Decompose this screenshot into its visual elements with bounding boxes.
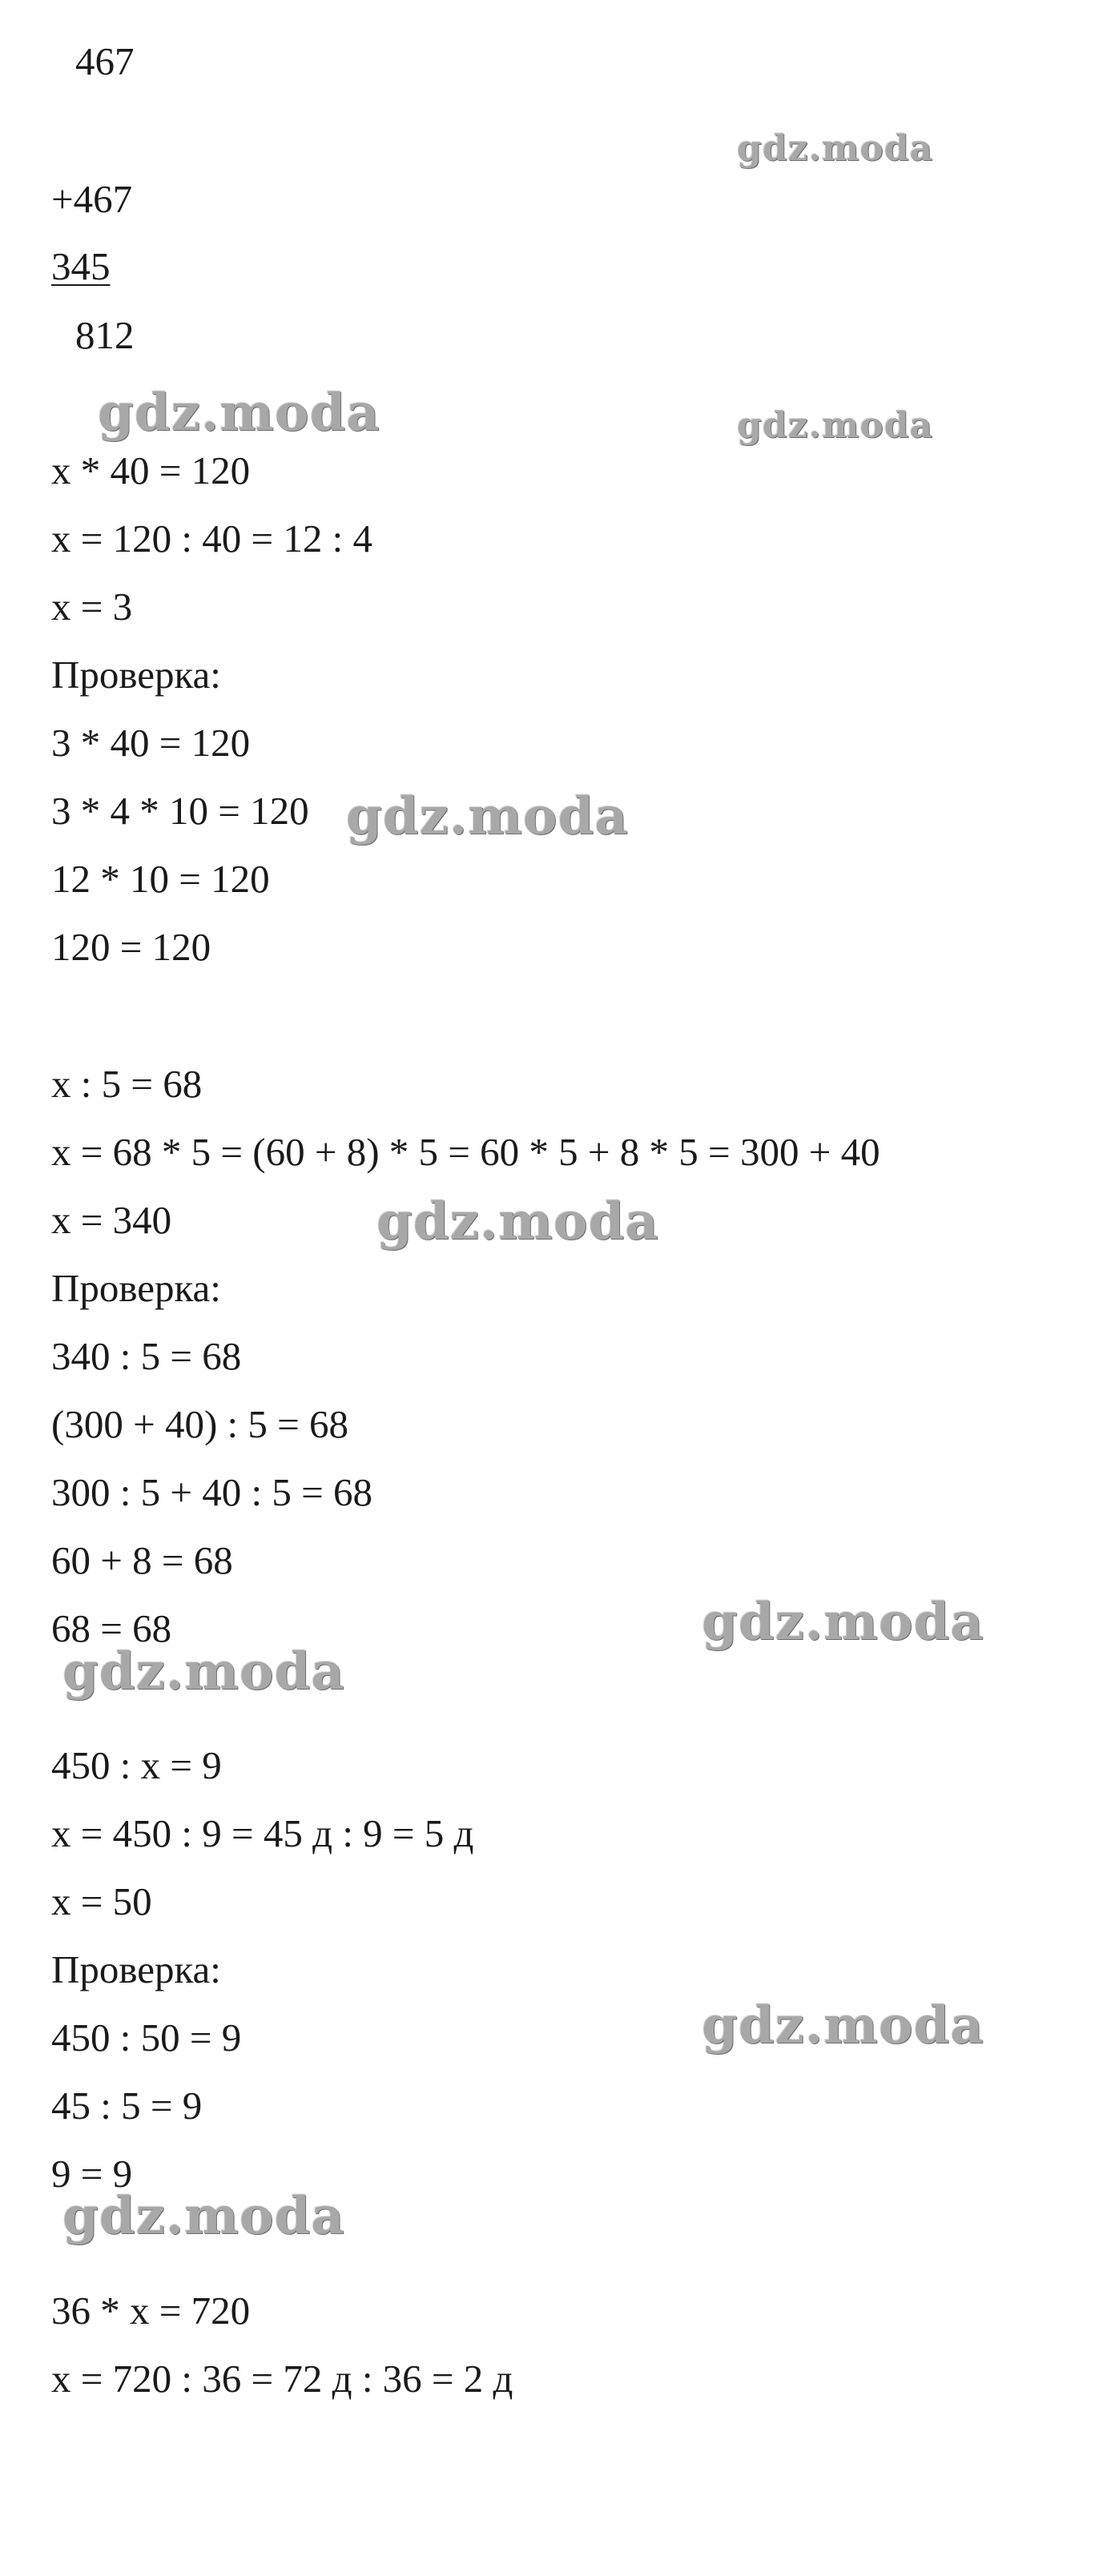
text-line: 3 * 40 = 120 — [51, 721, 251, 765]
text-line: 45 : 5 = 9 — [51, 2084, 203, 2128]
text-line: 68 = 68 — [51, 1606, 172, 1650]
text-line: Проверка: — [51, 653, 221, 697]
text-line: 340 : 5 = 68 — [51, 1334, 242, 1378]
text-line: 450 : x = 9 — [51, 1743, 222, 1787]
watermark: gdz.moda — [62, 2186, 345, 2246]
text-line: Проверка: — [51, 1947, 221, 1991]
text-line: +467 — [51, 177, 133, 221]
watermark: gdz.moda — [702, 1995, 984, 2056]
text-line: 12 * 10 = 120 — [51, 857, 270, 901]
text-line: 120 = 120 — [51, 925, 211, 969]
text-line: x = 340 — [51, 1198, 172, 1242]
watermark: gdz.moda — [346, 786, 629, 846]
watermark: gdz.moda — [62, 1642, 345, 1702]
watermark: gdz.moda — [98, 383, 380, 443]
text-line: (300 + 40) : 5 = 68 — [51, 1402, 349, 1446]
text-line: 60 + 8 = 68 — [51, 1538, 233, 1582]
text-line: 450 : 50 = 9 — [51, 2015, 242, 2060]
text-line: x = 68 * 5 = (60 + 8) * 5 = 60 * 5 + 8 * 5 = 300 + 40 — [51, 1130, 880, 1174]
text-line: 467 — [75, 39, 135, 83]
text-line: 345 — [51, 244, 111, 288]
text-line: 36 * x = 720 — [51, 2289, 251, 2333]
text-line: x = 120 : 40 = 12 : 4 — [51, 516, 372, 561]
text-line: x = 450 : 9 = 45 д : 9 = 5 д — [51, 1811, 474, 1855]
text-line: 3 * 4 * 10 = 120 — [51, 789, 309, 833]
text-line: Проверка: — [51, 1266, 221, 1310]
text-line: x = 720 : 36 = 72 д : 36 = 2 д — [51, 2357, 513, 2401]
text-line: 9 = 9 — [51, 2152, 133, 2196]
text-line: x * 40 = 120 — [51, 448, 251, 492]
text-line: x = 50 — [51, 1879, 152, 1923]
watermark: gdz.moda — [702, 1592, 984, 1652]
watermark: gdz.moda — [737, 128, 934, 169]
text-line: 300 : 5 + 40 : 5 = 68 — [51, 1470, 372, 1514]
text-line: x = 3 — [51, 585, 133, 629]
watermark: gdz.moda — [737, 405, 934, 446]
text-line: 812 — [75, 313, 135, 357]
watermark: gdz.moda — [376, 1192, 659, 1252]
text-line: x : 5 = 68 — [51, 1062, 203, 1106]
